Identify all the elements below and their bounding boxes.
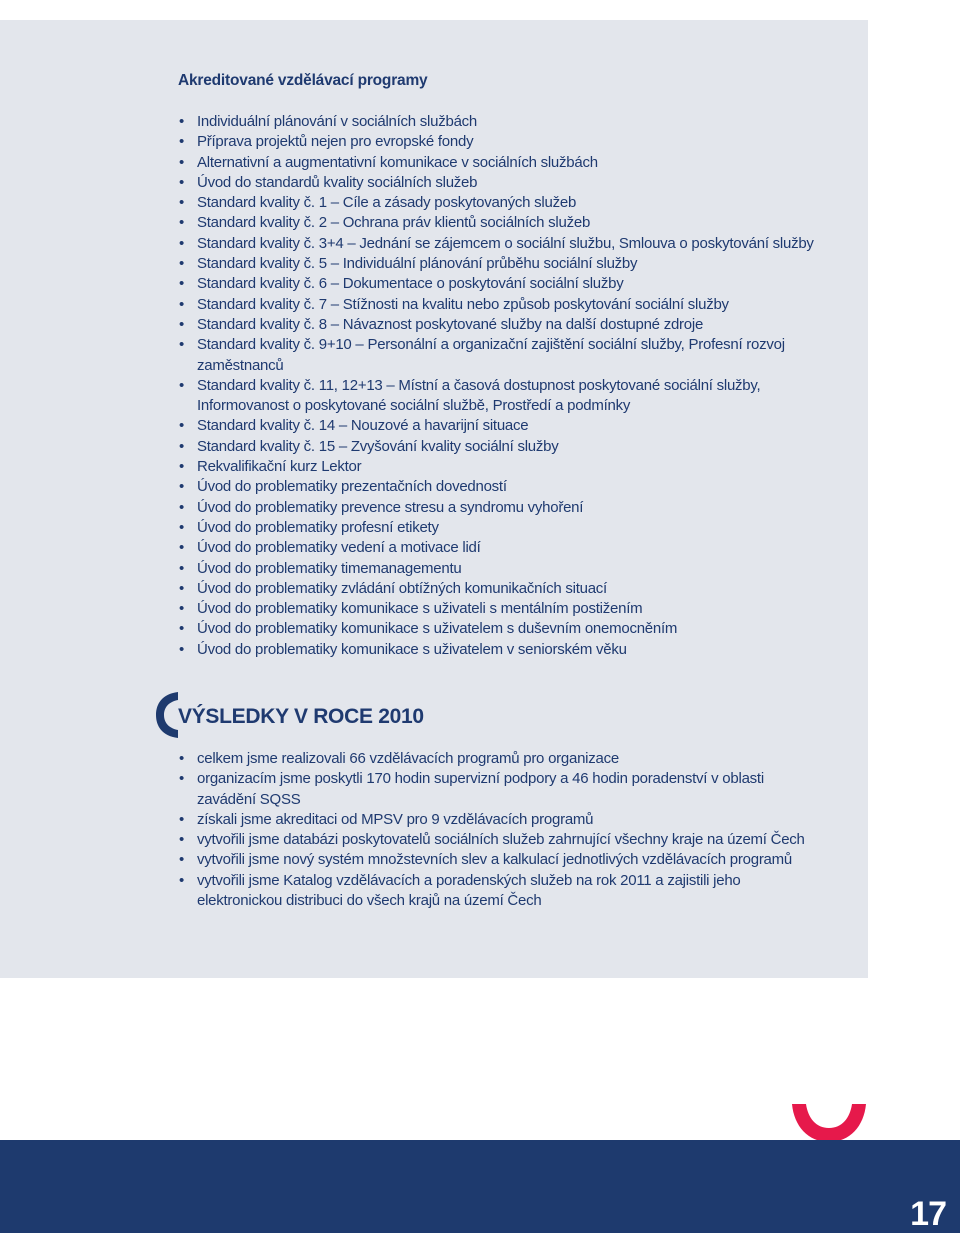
list-item: • Úvod do problematiky prezentačních dovedností	[178, 477, 818, 497]
footer-band	[0, 1140, 960, 1233]
list-item: • Standard kvality č. 3+4 – Jednání se zájemcem o sociální službu, Smlouva o poskytování služby	[178, 234, 818, 254]
list-item: • získali jsme akreditaci od MPSV pro 9 vzdělávacích programů	[178, 810, 818, 830]
list-item: • Standard kvality č. 2 – Ochrana práv klientů sociálních služeb	[178, 213, 818, 233]
list-item: • Standard kvality č. 11, 12+13 – Místní a časová dostupnost poskytované sociální služby, Informovanost o poskytované sociální službě, Prostředí a podmínky	[178, 376, 818, 417]
list-item: • Úvod do standardů kvality sociálních služeb	[178, 173, 818, 193]
list-item: • vytvořili jsme nový systém množstevních slev a kalkulací jednotlivých vzdělávacích programů	[178, 850, 818, 870]
programs-section	[178, 72, 818, 660]
list-item: • Úvod do problematiky profesní etikety	[178, 518, 818, 538]
list-item: • Úvod do problematiky timemanagementu	[178, 559, 818, 579]
list-item: • Standard kvality č. 9+10 – Personální a organizační zajištění sociální služby, Profesní rozvoj zaměstnanců	[178, 335, 818, 376]
list-item: • Rekvalifikační kurz Lektor	[178, 457, 818, 477]
list-item: • Příprava projektů nejen pro evropské fondy	[178, 132, 818, 152]
list-item: • Standard kvality č. 1 – Cíle a zásady poskytovaných služeb	[178, 193, 818, 213]
list-item: • Úvod do problematiky prevence stresu a syndromu vyhoření	[178, 498, 818, 518]
programs-title: Akreditované vzdělávací programy	[178, 72, 428, 89]
list-item: • Úvod do problematiky komunikace s uživateli s mentálním postižením	[178, 599, 818, 619]
programs-list	[178, 112, 818, 660]
results-section	[178, 749, 818, 911]
list-item: • organizacím jsme poskytli 170 hodin supervizní podpory a 46 hodin poradenství v oblasti zavádění SQSS	[178, 769, 818, 810]
list-item: • Úvod do problematiky zvládání obtížných komunikačních situací	[178, 579, 818, 599]
list-item: • Standard kvality č. 5 – Individuální plánování průběhu sociální služby	[178, 254, 818, 274]
list-item: • Standard kvality č. 15 – Zvyšování kvality sociální služby	[178, 437, 818, 457]
list-item: • Úvod do problematiky komunikace s uživatelem s duševním onemocněním	[178, 619, 818, 639]
results-title: VÝSLEDKY V ROCE 2010	[178, 705, 424, 728]
list-item: • vytvořili jsme Katalog vzdělávacích a poradenských služeb na rok 2011 a zajistili jeho elektronickou distribuci do všech krajů na území Čech	[178, 871, 818, 912]
smile-logo-icon	[790, 1104, 868, 1144]
list-item: • Standard kvality č. 7 – Stížnosti na kvalitu nebo způsob poskytování sociální služby	[178, 295, 818, 315]
list-item: • Individuální plánování v sociálních službách	[178, 112, 818, 132]
list-item: • celkem jsme realizovali 66 vzdělávacích programů pro organizace	[178, 749, 818, 769]
list-item: • vytvořili jsme databázi poskytovatelů sociálních služeb zahrnující všechny kraje na území Čech	[178, 830, 818, 850]
list-item: • Standard kvality č. 8 – Návaznost poskytované služby na další dostupné zdroje	[178, 315, 818, 335]
page-number: 17	[910, 1195, 946, 1233]
results-list	[178, 749, 818, 911]
results-heading	[152, 690, 552, 740]
list-item: • Standard kvality č. 14 – Nouzové a havarijní situace	[178, 416, 818, 436]
list-item: • Standard kvality č. 6 – Dokumentace o poskytování sociální služby	[178, 274, 818, 294]
list-item: • Úvod do problematiky komunikace s uživatelem v seniorském věku	[178, 640, 818, 660]
list-item: • Úvod do problematiky vedení a motivace lidí	[178, 538, 818, 558]
list-item: • Alternativní a augmentativní komunikace v sociálních službách	[178, 153, 818, 173]
